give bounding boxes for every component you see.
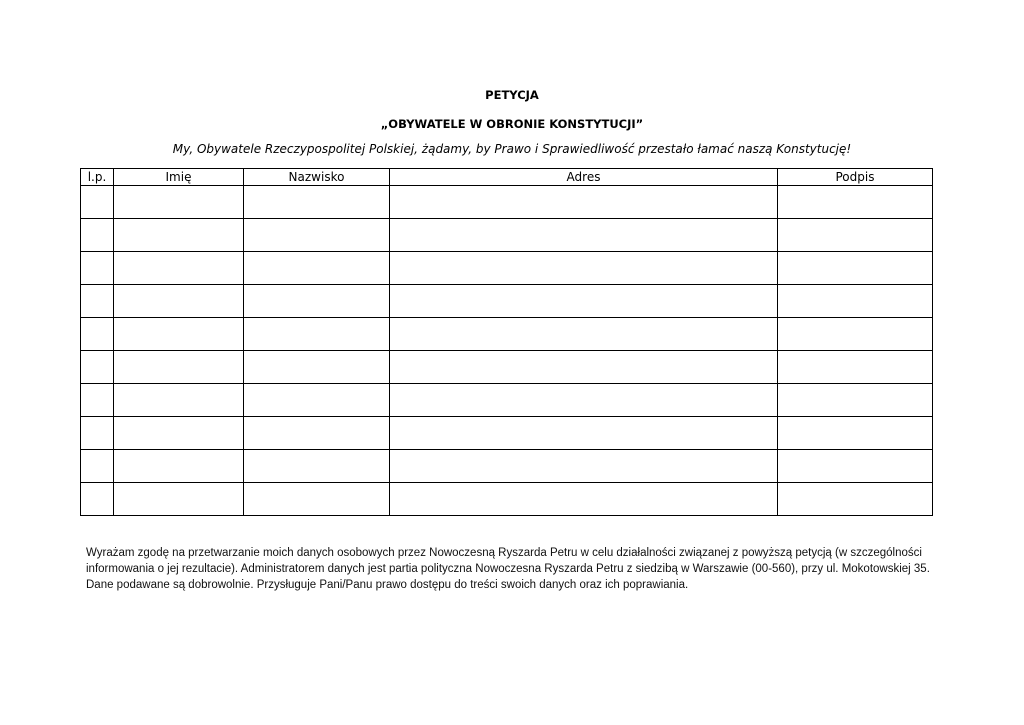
cell-signature: [778, 417, 933, 450]
cell-lp: [81, 318, 114, 351]
cell-signature: [778, 219, 933, 252]
cell-signature: [778, 252, 933, 285]
cell-first-name: [114, 384, 244, 417]
table-row: [81, 351, 933, 384]
table-row: [81, 384, 933, 417]
cell-lp: [81, 285, 114, 318]
cell-lp: [81, 252, 114, 285]
table-row: [81, 450, 933, 483]
table-row: [81, 219, 933, 252]
cell-last-name: [244, 483, 390, 516]
cell-lp: [81, 351, 114, 384]
table-header-row: [81, 169, 933, 186]
cell-signature: [778, 483, 933, 516]
cell-address: [390, 186, 778, 219]
table-row: [81, 186, 933, 219]
consent-line: informowania o jej rezultacie). Administratorem danych jest partia polityczna Nowoczesna Ryszarda Petru z siedzibą w Warszawie (00-560), przy ul. Mokotowskiej 35.: [86, 563, 930, 575]
document-subtitle: „OBYWATELE W OBRONIE KONSTYTUCJI”: [380, 117, 644, 131]
table-row: [81, 318, 933, 351]
cell-first-name: [114, 417, 244, 450]
cell-first-name: [114, 450, 244, 483]
cell-first-name: [114, 186, 244, 219]
cell-address: [390, 318, 778, 351]
cell-first-name: [114, 483, 244, 516]
cell-first-name: [114, 219, 244, 252]
cell-last-name: [244, 417, 390, 450]
cell-signature: [778, 384, 933, 417]
data-consent-clause: [86, 545, 946, 593]
document-title: PETYCJA: [485, 88, 539, 102]
cell-address: [390, 285, 778, 318]
cell-first-name: [114, 252, 244, 285]
cell-address: [390, 252, 778, 285]
signature-table: [80, 168, 933, 516]
cell-lp: [81, 450, 114, 483]
column-header-address: Adres: [390, 169, 778, 186]
cell-address: [390, 417, 778, 450]
petition-statement: My, Obywatele Rzeczypospolitej Polskiej, żądamy, by Prawo i Sprawiedliwość przestało łamać naszą Konstytucję!: [172, 142, 852, 156]
cell-signature: [778, 318, 933, 351]
column-header-signature: Podpis: [778, 169, 933, 186]
column-header-first-name: Imię: [114, 169, 244, 186]
cell-address: [390, 219, 778, 252]
cell-last-name: [244, 318, 390, 351]
cell-signature: [778, 285, 933, 318]
cell-lp: [81, 483, 114, 516]
cell-last-name: [244, 384, 390, 417]
cell-signature: [778, 351, 933, 384]
cell-lp: [81, 219, 114, 252]
cell-last-name: [244, 219, 390, 252]
cell-signature: [778, 450, 933, 483]
cell-lp: [81, 384, 114, 417]
signature-rows: [81, 186, 933, 516]
cell-address: [390, 384, 778, 417]
cell-last-name: [244, 252, 390, 285]
table-row: [81, 252, 933, 285]
cell-last-name: [244, 285, 390, 318]
cell-first-name: [114, 285, 244, 318]
column-header-last-name: Nazwisko: [244, 169, 390, 186]
table-row: [81, 483, 933, 516]
cell-lp: [81, 417, 114, 450]
consent-line: Wyrażam zgodę na przetwarzanie moich danych osobowych przez Nowoczesną Ryszarda Petru w celu działalności związanej z powyższą petycją (w szczególności: [86, 547, 922, 559]
cell-address: [390, 483, 778, 516]
table-row: [81, 417, 933, 450]
consent-line: Dane podawane są dobrowolnie. Przysługuje Pani/Panu prawo dostępu do treści swoich danych oraz ich poprawiania.: [86, 579, 689, 591]
cell-last-name: [244, 450, 390, 483]
cell-address: [390, 351, 778, 384]
table-row: [81, 285, 933, 318]
column-header-lp: l.p.: [81, 169, 114, 186]
cell-first-name: [114, 318, 244, 351]
cell-address: [390, 450, 778, 483]
cell-signature: [778, 186, 933, 219]
cell-lp: [81, 186, 114, 219]
cell-first-name: [114, 351, 244, 384]
cell-last-name: [244, 186, 390, 219]
cell-last-name: [244, 351, 390, 384]
